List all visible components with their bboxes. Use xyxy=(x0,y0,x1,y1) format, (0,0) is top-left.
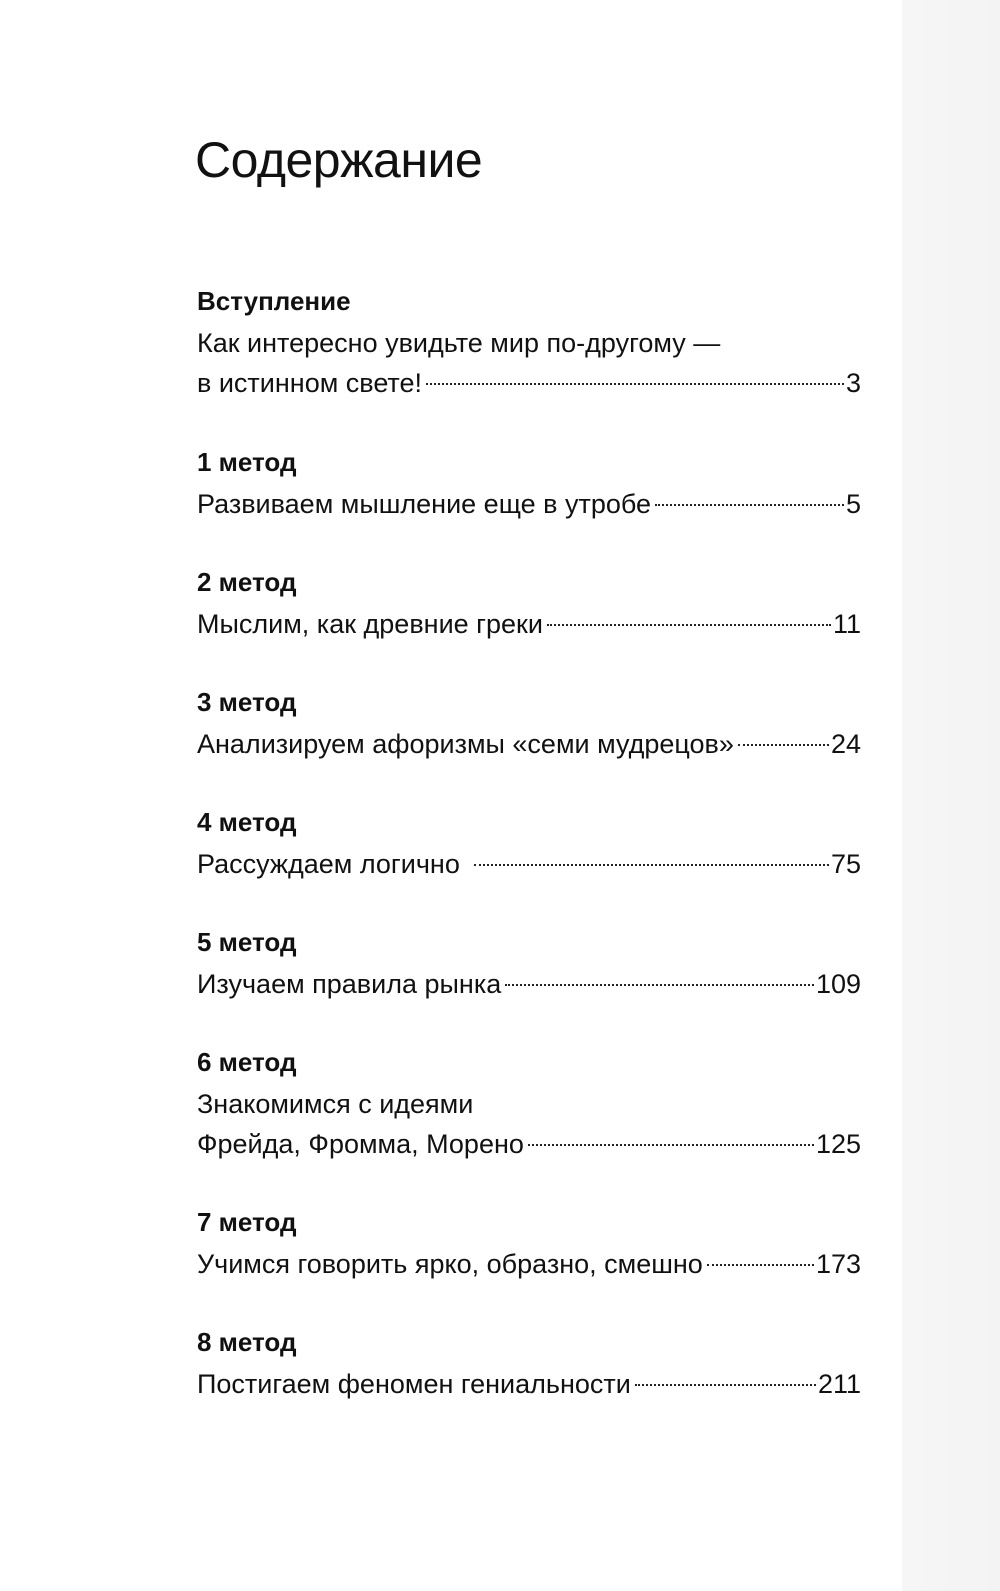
entry-title-last-line: Развиваем мышление еще в утробе xyxy=(197,489,652,519)
entry-title-leader xyxy=(197,604,861,644)
entry-heading: 6 метод xyxy=(197,1047,297,1077)
toc-entry-method-5 xyxy=(197,924,861,1004)
entry-title-leader xyxy=(197,363,861,403)
page-number: 11 xyxy=(832,609,861,639)
entry-title-leader xyxy=(197,724,861,764)
page-number: 3 xyxy=(845,368,861,398)
entry-title-line: Как интересно увидьте мир по-другому — xyxy=(197,328,721,358)
entry-title-leader xyxy=(197,1124,861,1164)
entry-title-last-line: Фрейда, Фромма, Морено xyxy=(197,1129,524,1159)
page-edge-shadow xyxy=(902,0,1000,1591)
page-number: 125 xyxy=(815,1129,861,1159)
entry-heading: 5 метод xyxy=(197,927,297,957)
entry-title-last-line: в истинном свете! xyxy=(197,368,423,398)
toc-entry-method-6 xyxy=(197,1044,861,1164)
dot-leader xyxy=(655,504,844,506)
toc-entry-method-7 xyxy=(197,1204,861,1284)
toc-entry-introduction xyxy=(197,283,861,403)
entry-title-leader xyxy=(197,844,861,884)
entry-heading: Вступление xyxy=(197,286,351,316)
entry-title-last-line: Мыслим, как древние греки xyxy=(197,609,543,639)
entry-title-last-line: Учимся говорить ярко, образно, смешно xyxy=(197,1249,703,1279)
entry-title-leader xyxy=(197,484,861,524)
dot-leader xyxy=(505,984,814,986)
entry-heading: 1 метод xyxy=(197,447,297,477)
dot-leader xyxy=(528,1144,814,1146)
page-number: 211 xyxy=(817,1369,861,1399)
page-title: Содержание xyxy=(195,132,483,188)
toc-entry-method-2 xyxy=(197,564,861,644)
entry-title-last-line: Рассуждаем логично xyxy=(197,849,460,879)
entry-title-last-line: Постигаем феномен гениальности xyxy=(197,1369,631,1399)
page-number: 75 xyxy=(830,849,861,879)
toc-entry-method-1 xyxy=(197,444,861,524)
entry-heading: 4 метод xyxy=(197,807,297,837)
dot-leader xyxy=(547,624,831,626)
entry-title-leader xyxy=(197,1244,861,1284)
dot-leader xyxy=(474,864,829,866)
dot-leader xyxy=(738,744,829,746)
toc-entry-method-4 xyxy=(197,804,861,884)
dot-leader xyxy=(635,1384,816,1386)
toc-entry-method-3 xyxy=(197,684,861,764)
entry-title-leader xyxy=(197,964,861,1004)
entry-title-last-line: Изучаем правила рынка xyxy=(197,969,502,999)
dot-leader xyxy=(707,1264,814,1266)
entry-heading: 2 метод xyxy=(197,567,297,597)
entry-title-leader xyxy=(197,1364,861,1404)
toc-entry-method-8 xyxy=(197,1324,861,1404)
entry-heading: 8 метод xyxy=(197,1327,297,1357)
dot-leader xyxy=(426,383,844,385)
entry-heading: 7 метод xyxy=(197,1207,297,1237)
page-number: 24 xyxy=(830,729,861,759)
page-number: 173 xyxy=(815,1249,861,1279)
entry-heading: 3 метод xyxy=(197,687,297,717)
page-number: 109 xyxy=(815,969,861,999)
page-number: 5 xyxy=(845,489,861,519)
entry-title-line: Знакомимся с идеями xyxy=(197,1089,474,1119)
entry-title-last-line: Анализируем афоризмы «семи мудрецов» xyxy=(197,729,734,759)
